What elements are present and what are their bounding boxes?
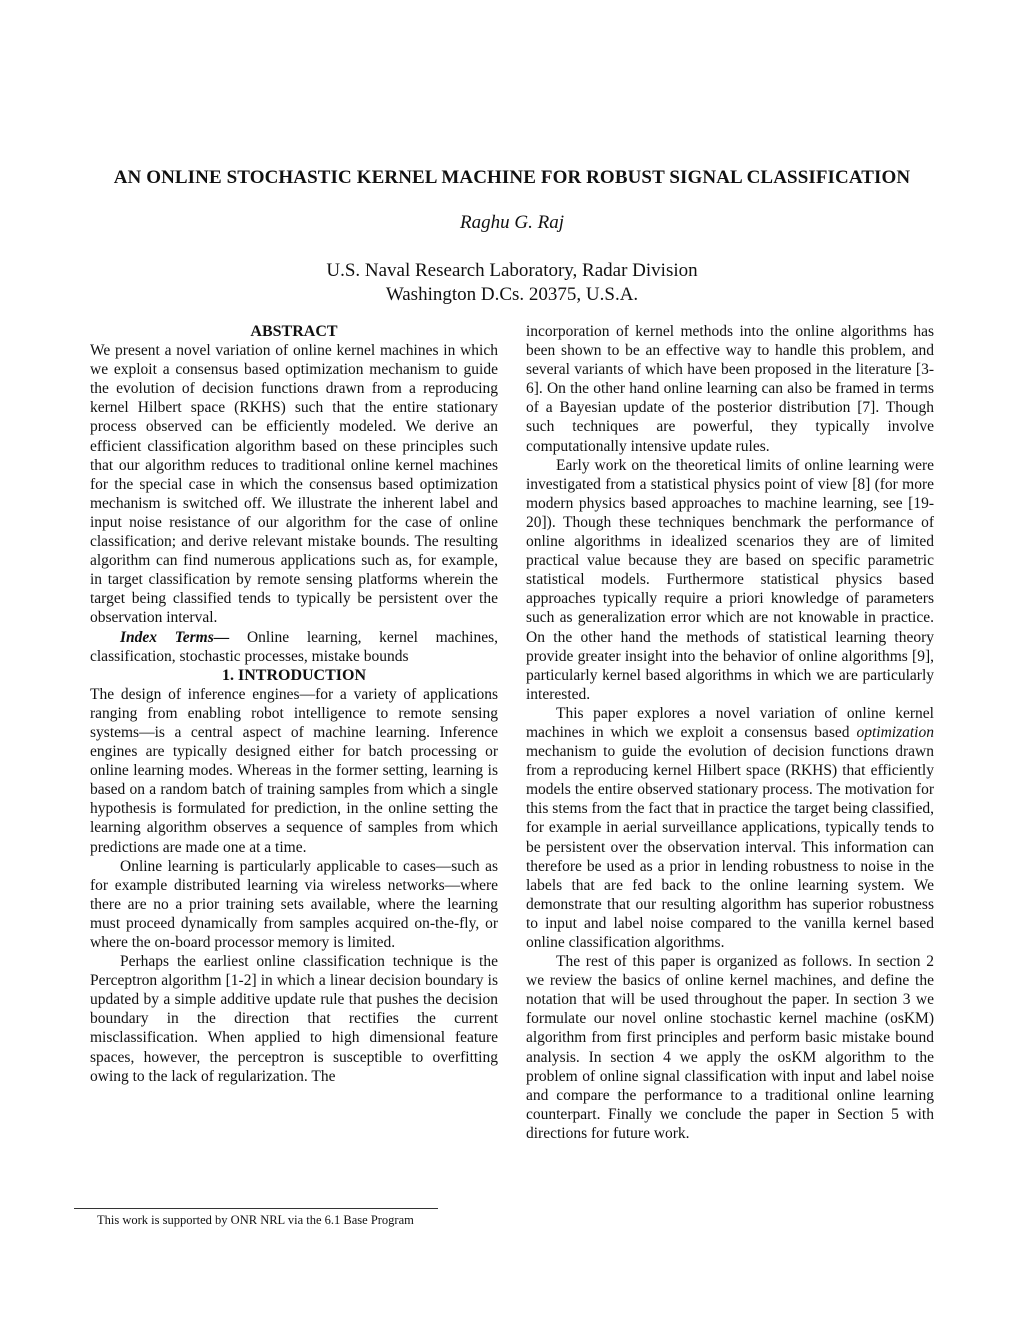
affiliation-line-1: U.S. Naval Research Laboratory, Radar Division — [326, 260, 698, 281]
abstract-heading: ABSTRACT — [250, 323, 338, 340]
intro-paragraph-2: Online learning is particularly applicable to cases—such as for example distributed learning via wireless networks—where there are no a prior training sets available, where the learning must proceed dynamically from samples acquired on-the-fly, or where the on-board processor memory is limited. — [90, 857, 498, 951]
intro-paragraph-7: The rest of this paper is organized as follows. In section 2 we review the basics of online kernel machines, and define the notation that will be used throughout the paper. In section 3 we formulate our novel online stochastic kernel machine (osKM) algorithm from first principles and perform basic mistake bound analysis. In section 4 we apply the osKM algorithm to the problem of online signal classification with input and label noise and compare the performance to a traditional online learning counterpart. Finally we conclude the paper in Section 5 with directions for future work. — [526, 953, 934, 1142]
introduction-heading: 1. INTRODUCTION — [221, 666, 366, 684]
intro-paragraph-4: incorporation of kernel methods into the online algorithms has been shown to be an effective way to handle this problem, and several variants of which have been proposed in the literature [3-6]. On the other hand online learning can also be framed in terms of a Bayesian update of the posterior distribution [7]. Though such techniques are powerful, they typically involve computationally intensive update rules. — [526, 323, 934, 455]
intro-paragraph-6 — [526, 704, 934, 952]
affiliation — [0, 259, 1024, 307]
intro-paragraph-6-part-a: This paper explores a novel variation of online kernel machines in which we exploit a consensus based — [526, 704, 934, 741]
left-column — [90, 322, 498, 1086]
footnote-divider — [74, 1208, 438, 1209]
author-name: Raghu G. Raj — [460, 212, 564, 233]
index-terms — [90, 628, 498, 666]
right-column — [526, 322, 934, 1143]
affiliation-line-2: Washington D.Cs. 20375, U.S.A. — [385, 284, 639, 305]
intro-paragraph-6-part-b: mechanism to guide the evolution of decision functions drawn from a reproducing kernel Hilbert space (RKHS) that efficiently models the entire observed stationary process. The motivation for this stems from the fact that in practice the target being classified, for example in aerial surveillance applications, typically tends to be persistent over the observation interval. This information can therefore be used as a prior in lending robustness to noise in the labels that are fed back to the online learning system. We demonstrate that our resulting algorithm has superior robustness to input and label noise compared to the vanilla kernel based online classification algorithms. — [526, 743, 934, 951]
intro-paragraph-1: The design of inference engines—for a variety of applications ranging from enabling robot intelligence to remote sensing systems—is a central aspect of machine learning. Inference engines are typically designed either for batch processing or online learning modes. Whereas in the former setting, learning is based on a random batch of training samples from which a single hypothesis is formulated for prediction, in the online setting the learning algorithm observes a sequence of samples from which predictions are made one at a time. — [90, 685, 498, 856]
intro-paragraph-5: Early work on the theoretical limits of online learning were investigated from a statistical physics point of view [8] (for more modern physics based approaches to machine learning, see [19-20]). Though these techniques benchmark the performance of online algorithms in idealized scenarios they are of limited practical value because they are based on specific parametric statistical models. Furthermore statistical physics based approaches typically require a priori knowledge of parameters such as generalization error which are not knowable in practice. On the other hand the methods of statistical learning theory provide greater insight into the behavior of online algorithms [9], particularly kernel based algorithms in which we are particularly interested. — [526, 456, 934, 703]
index-terms-text: Online learning, kernel machines, classification, stochastic processes, mistake bounds — [90, 628, 498, 665]
paper-title: AN ONLINE STOCHASTIC KERNEL MACHINE FOR ROBUST SIGNAL CLASSIFICATION — [113, 167, 911, 188]
intro-paragraph-3: Perhaps the earliest online classification technique is the Perceptron algorithm [1-2] in which a linear decision boundary is updated by a simple additive update rule that pushes the decision boundary in the direction that rectifies the current misclassification. When applied to high dimensional feature spaces, however, the perceptron is susceptible to overfitting owing to the lack of regularization. The — [90, 953, 498, 1085]
intro-paragraph-6-emphasis: optimization — [856, 723, 934, 741]
index-terms-label: Index Terms— — [120, 628, 230, 646]
abstract-body: We present a novel variation of online kernel machines in which we exploit a consensus based optimization mechanism to guide the evolution of decision functions drawn from a reproducing kernel Hilbert space (RKHS) such that the entire stationary process observed can be efficiently modeled. We derive an efficient classification algorithm based on these principles such that our algorithm reduces to traditional online kernel machines for the special case in which the consensus based optimization mechanism is switched off. We illustrate the inherent label and input noise resistance of our algorithm for the case of online classification; and derive relevant mistake bounds. The resulting algorithm can find numerous applications such as, for example, in target classification by remote sensing platforms wherein the target being classified tends to typically be persistent over the observation interval. — [90, 342, 498, 627]
footnote: This work is supported by ONR NRL via the 6.1 Base Program — [97, 1213, 414, 1227]
